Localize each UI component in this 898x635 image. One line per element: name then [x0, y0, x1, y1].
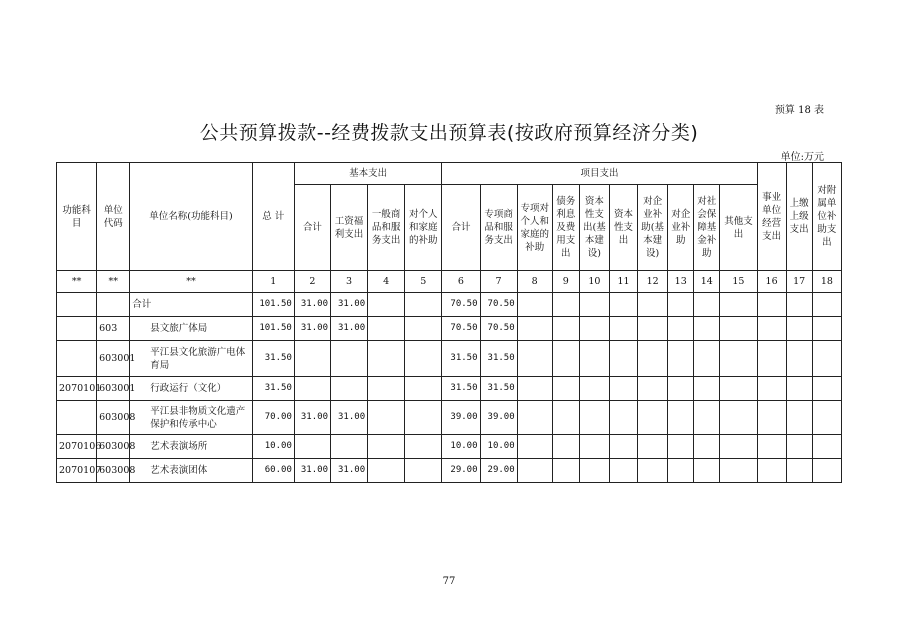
empty-cell	[579, 459, 609, 483]
empty-cell	[405, 459, 442, 483]
unit-code-cell: 603	[97, 317, 130, 341]
empty-cell	[786, 401, 812, 435]
empty-cell	[694, 317, 720, 341]
basic-total-cell: 31.00	[294, 293, 330, 317]
wages-cell	[330, 377, 367, 401]
empty-cell	[405, 317, 442, 341]
unit-code-cell: 603001	[97, 341, 130, 377]
index-cell: 11	[609, 271, 637, 293]
header-total: 总 计	[252, 163, 294, 271]
empty-cell	[668, 401, 694, 435]
wages-cell: 31.00	[330, 401, 367, 435]
unit-name-cell: 艺术表演团体	[130, 459, 252, 483]
wages-cell: 31.00	[330, 317, 367, 341]
total-cell: 70.00	[252, 401, 294, 435]
empty-cell	[405, 401, 442, 435]
func-code-cell	[57, 293, 97, 317]
table-row	[57, 435, 842, 459]
basic-total-cell: 31.00	[294, 317, 330, 341]
proj-total-cell: 31.50	[442, 377, 480, 401]
proj-total-cell: 10.00	[442, 435, 480, 459]
header-capital: 资本性支出	[609, 185, 637, 271]
index-cell: **	[57, 271, 97, 293]
special-goods-cell: 29.00	[480, 459, 517, 483]
index-cell: 12	[638, 271, 668, 293]
empty-cell	[812, 317, 841, 341]
empty-cell	[405, 341, 442, 377]
empty-cell	[579, 317, 609, 341]
empty-cell	[812, 401, 841, 435]
empty-cell	[668, 341, 694, 377]
empty-cell	[638, 377, 668, 401]
empty-cell	[517, 435, 552, 459]
empty-cell	[757, 401, 786, 435]
empty-cell	[812, 341, 841, 377]
special-goods-cell: 10.00	[480, 435, 517, 459]
index-cell: 2	[294, 271, 330, 293]
empty-cell	[720, 341, 757, 377]
empty-cell	[579, 293, 609, 317]
empty-cell	[552, 317, 579, 341]
proj-total-cell: 39.00	[442, 401, 480, 435]
empty-cell	[609, 317, 637, 341]
table-row	[57, 317, 842, 341]
empty-cell	[694, 435, 720, 459]
header-business: 事业单位经营支出	[757, 163, 786, 271]
total-cell: 60.00	[252, 459, 294, 483]
empty-cell	[786, 435, 812, 459]
table-row	[57, 459, 842, 483]
index-cell: 17	[786, 271, 812, 293]
total-cell: 10.00	[252, 435, 294, 459]
empty-cell	[609, 459, 637, 483]
table-row	[57, 341, 842, 377]
empty-cell	[552, 341, 579, 377]
index-cell: 16	[757, 271, 786, 293]
unit-code-cell: 603008	[97, 435, 130, 459]
empty-cell	[694, 341, 720, 377]
empty-cell	[812, 435, 841, 459]
empty-cell	[668, 293, 694, 317]
budget-table	[56, 162, 842, 483]
index-cell: 5	[405, 271, 442, 293]
empty-cell	[757, 293, 786, 317]
header-special-personal: 专项对个人和家庭的补助	[517, 185, 552, 271]
empty-cell	[694, 377, 720, 401]
special-goods-cell: 39.00	[480, 401, 517, 435]
header-goods: 一般商品和服务支出	[368, 185, 405, 271]
index-cell: 15	[720, 271, 757, 293]
empty-cell	[609, 435, 637, 459]
index-cell: 3	[330, 271, 367, 293]
empty-cell	[720, 459, 757, 483]
header-debt: 债务利息及费用支出	[552, 185, 579, 271]
total-cell: 101.50	[252, 293, 294, 317]
func-code-cell	[57, 317, 97, 341]
empty-cell	[668, 435, 694, 459]
empty-cell	[757, 377, 786, 401]
unit-code-cell: 603008	[97, 401, 130, 435]
empty-cell	[638, 459, 668, 483]
header-capital-build: 资本性支出(基本建设)	[579, 185, 609, 271]
empty-cell	[609, 293, 637, 317]
unit-code-cell: 603008	[97, 459, 130, 483]
empty-cell	[368, 341, 405, 377]
header-upper: 上缴上级支出	[786, 163, 812, 271]
empty-cell	[720, 401, 757, 435]
empty-cell	[638, 293, 668, 317]
empty-cell	[786, 317, 812, 341]
empty-cell	[517, 317, 552, 341]
empty-cell	[757, 341, 786, 377]
header-social: 对社会保障基金补助	[694, 185, 720, 271]
empty-cell	[368, 401, 405, 435]
empty-cell	[812, 377, 841, 401]
header-func-code: 功能科目	[57, 163, 97, 271]
empty-cell	[694, 401, 720, 435]
empty-cell	[368, 435, 405, 459]
index-cell: 8	[517, 271, 552, 293]
total-cell: 31.50	[252, 377, 294, 401]
header-wages: 工资福利支出	[330, 185, 367, 271]
empty-cell	[368, 293, 405, 317]
basic-total-cell	[294, 435, 330, 459]
header-enterprise: 对企业补助	[668, 185, 694, 271]
empty-cell	[552, 377, 579, 401]
special-goods-cell: 70.50	[480, 293, 517, 317]
index-cell: 1	[252, 271, 294, 293]
wages-cell	[330, 435, 367, 459]
header-basic: 基本支出	[294, 163, 442, 185]
empty-cell	[609, 341, 637, 377]
wages-cell	[330, 341, 367, 377]
empty-cell	[579, 435, 609, 459]
empty-cell	[786, 377, 812, 401]
empty-cell	[552, 435, 579, 459]
empty-cell	[517, 459, 552, 483]
func-code-cell	[57, 341, 97, 377]
table-row	[57, 377, 842, 401]
header-basic-total: 合计	[294, 185, 330, 271]
table-row	[57, 293, 842, 317]
unit-name-cell: 平江县文化旅游广电体育局	[130, 341, 252, 377]
empty-cell	[517, 401, 552, 435]
empty-cell	[668, 317, 694, 341]
unit-name-cell: 行政运行（文化）	[130, 377, 252, 401]
total-cell: 31.50	[252, 341, 294, 377]
basic-total-cell	[294, 341, 330, 377]
index-cell: 13	[668, 271, 694, 293]
basic-total-cell	[294, 377, 330, 401]
table-tag: 预算 18 表	[774, 105, 824, 116]
func-code-cell	[57, 401, 97, 435]
unit-code-cell: 603001	[97, 377, 130, 401]
empty-cell	[668, 459, 694, 483]
empty-cell	[694, 293, 720, 317]
index-cell: 7	[480, 271, 517, 293]
index-cell: 9	[552, 271, 579, 293]
index-cell: **	[97, 271, 130, 293]
proj-total-cell: 29.00	[442, 459, 480, 483]
empty-cell	[786, 293, 812, 317]
empty-cell	[786, 341, 812, 377]
empty-cell	[668, 377, 694, 401]
empty-cell	[812, 459, 841, 483]
empty-cell	[405, 377, 442, 401]
basic-total-cell: 31.00	[294, 459, 330, 483]
unit-name-cell: 艺术表演场所	[130, 435, 252, 459]
empty-cell	[405, 435, 442, 459]
wages-cell: 31.00	[330, 293, 367, 317]
empty-cell	[368, 317, 405, 341]
empty-cell	[812, 293, 841, 317]
unit-code-cell	[97, 293, 130, 317]
empty-cell	[368, 377, 405, 401]
index-cell: **	[130, 271, 252, 293]
header-other: 其他支出	[720, 185, 757, 271]
special-goods-cell: 31.50	[480, 377, 517, 401]
empty-cell	[638, 341, 668, 377]
empty-cell	[720, 317, 757, 341]
index-cell: 10	[579, 271, 609, 293]
empty-cell	[517, 377, 552, 401]
func-code-cell: 2070101	[57, 377, 97, 401]
empty-cell	[609, 377, 637, 401]
total-cell: 101.50	[252, 317, 294, 341]
unit-name-cell: 县文旅广体局	[130, 317, 252, 341]
empty-cell	[757, 435, 786, 459]
empty-cell	[757, 317, 786, 341]
unit-name-cell: 合计	[130, 293, 252, 317]
empty-cell	[552, 459, 579, 483]
empty-cell	[552, 401, 579, 435]
wages-cell: 31.00	[330, 459, 367, 483]
empty-cell	[579, 401, 609, 435]
index-cell: 14	[694, 271, 720, 293]
index-cell: 4	[368, 271, 405, 293]
empty-cell	[720, 435, 757, 459]
empty-cell	[638, 401, 668, 435]
empty-cell	[638, 317, 668, 341]
empty-cell	[405, 293, 442, 317]
table-row	[57, 401, 842, 435]
empty-cell	[694, 459, 720, 483]
page-title: 公共预算拨款--经费拨款支出预算表(按政府预算经济分类)	[199, 122, 699, 144]
unit-name-cell: 平江县非物质文化遗产保护和传承中心	[130, 401, 252, 435]
empty-cell	[720, 377, 757, 401]
special-goods-cell: 70.50	[480, 317, 517, 341]
header-subsidiary: 对附属单位补助支出	[812, 163, 841, 271]
empty-cell	[552, 293, 579, 317]
index-row	[57, 271, 842, 293]
func-code-cell: 2070106	[57, 435, 97, 459]
empty-cell	[786, 459, 812, 483]
special-goods-cell: 31.50	[480, 341, 517, 377]
header-special-goods: 专项商品和服务支出	[480, 185, 517, 271]
proj-total-cell: 70.50	[442, 293, 480, 317]
empty-cell	[368, 459, 405, 483]
header-project: 项目支出	[442, 163, 757, 185]
header-enterprise-build: 对企业补助(基本建设)	[638, 185, 668, 271]
empty-cell	[720, 293, 757, 317]
header-unit-code: 单位代码	[97, 163, 130, 271]
index-cell: 6	[442, 271, 480, 293]
header-proj-total: 合计	[442, 185, 480, 271]
empty-cell	[579, 341, 609, 377]
empty-cell	[638, 435, 668, 459]
proj-total-cell: 31.50	[442, 341, 480, 377]
unit-label: 单位:万元	[780, 152, 824, 163]
basic-total-cell: 31.00	[294, 401, 330, 435]
empty-cell	[517, 293, 552, 317]
index-cell: 18	[812, 271, 841, 293]
empty-cell	[609, 401, 637, 435]
func-code-cell: 2070107	[57, 459, 97, 483]
empty-cell	[579, 377, 609, 401]
empty-cell	[757, 459, 786, 483]
header-personal: 对个人和家庭的补助	[405, 185, 442, 271]
page-number: 77	[442, 576, 456, 587]
header-unit-name: 单位名称(功能科目)	[130, 163, 252, 271]
proj-total-cell: 70.50	[442, 317, 480, 341]
empty-cell	[517, 341, 552, 377]
